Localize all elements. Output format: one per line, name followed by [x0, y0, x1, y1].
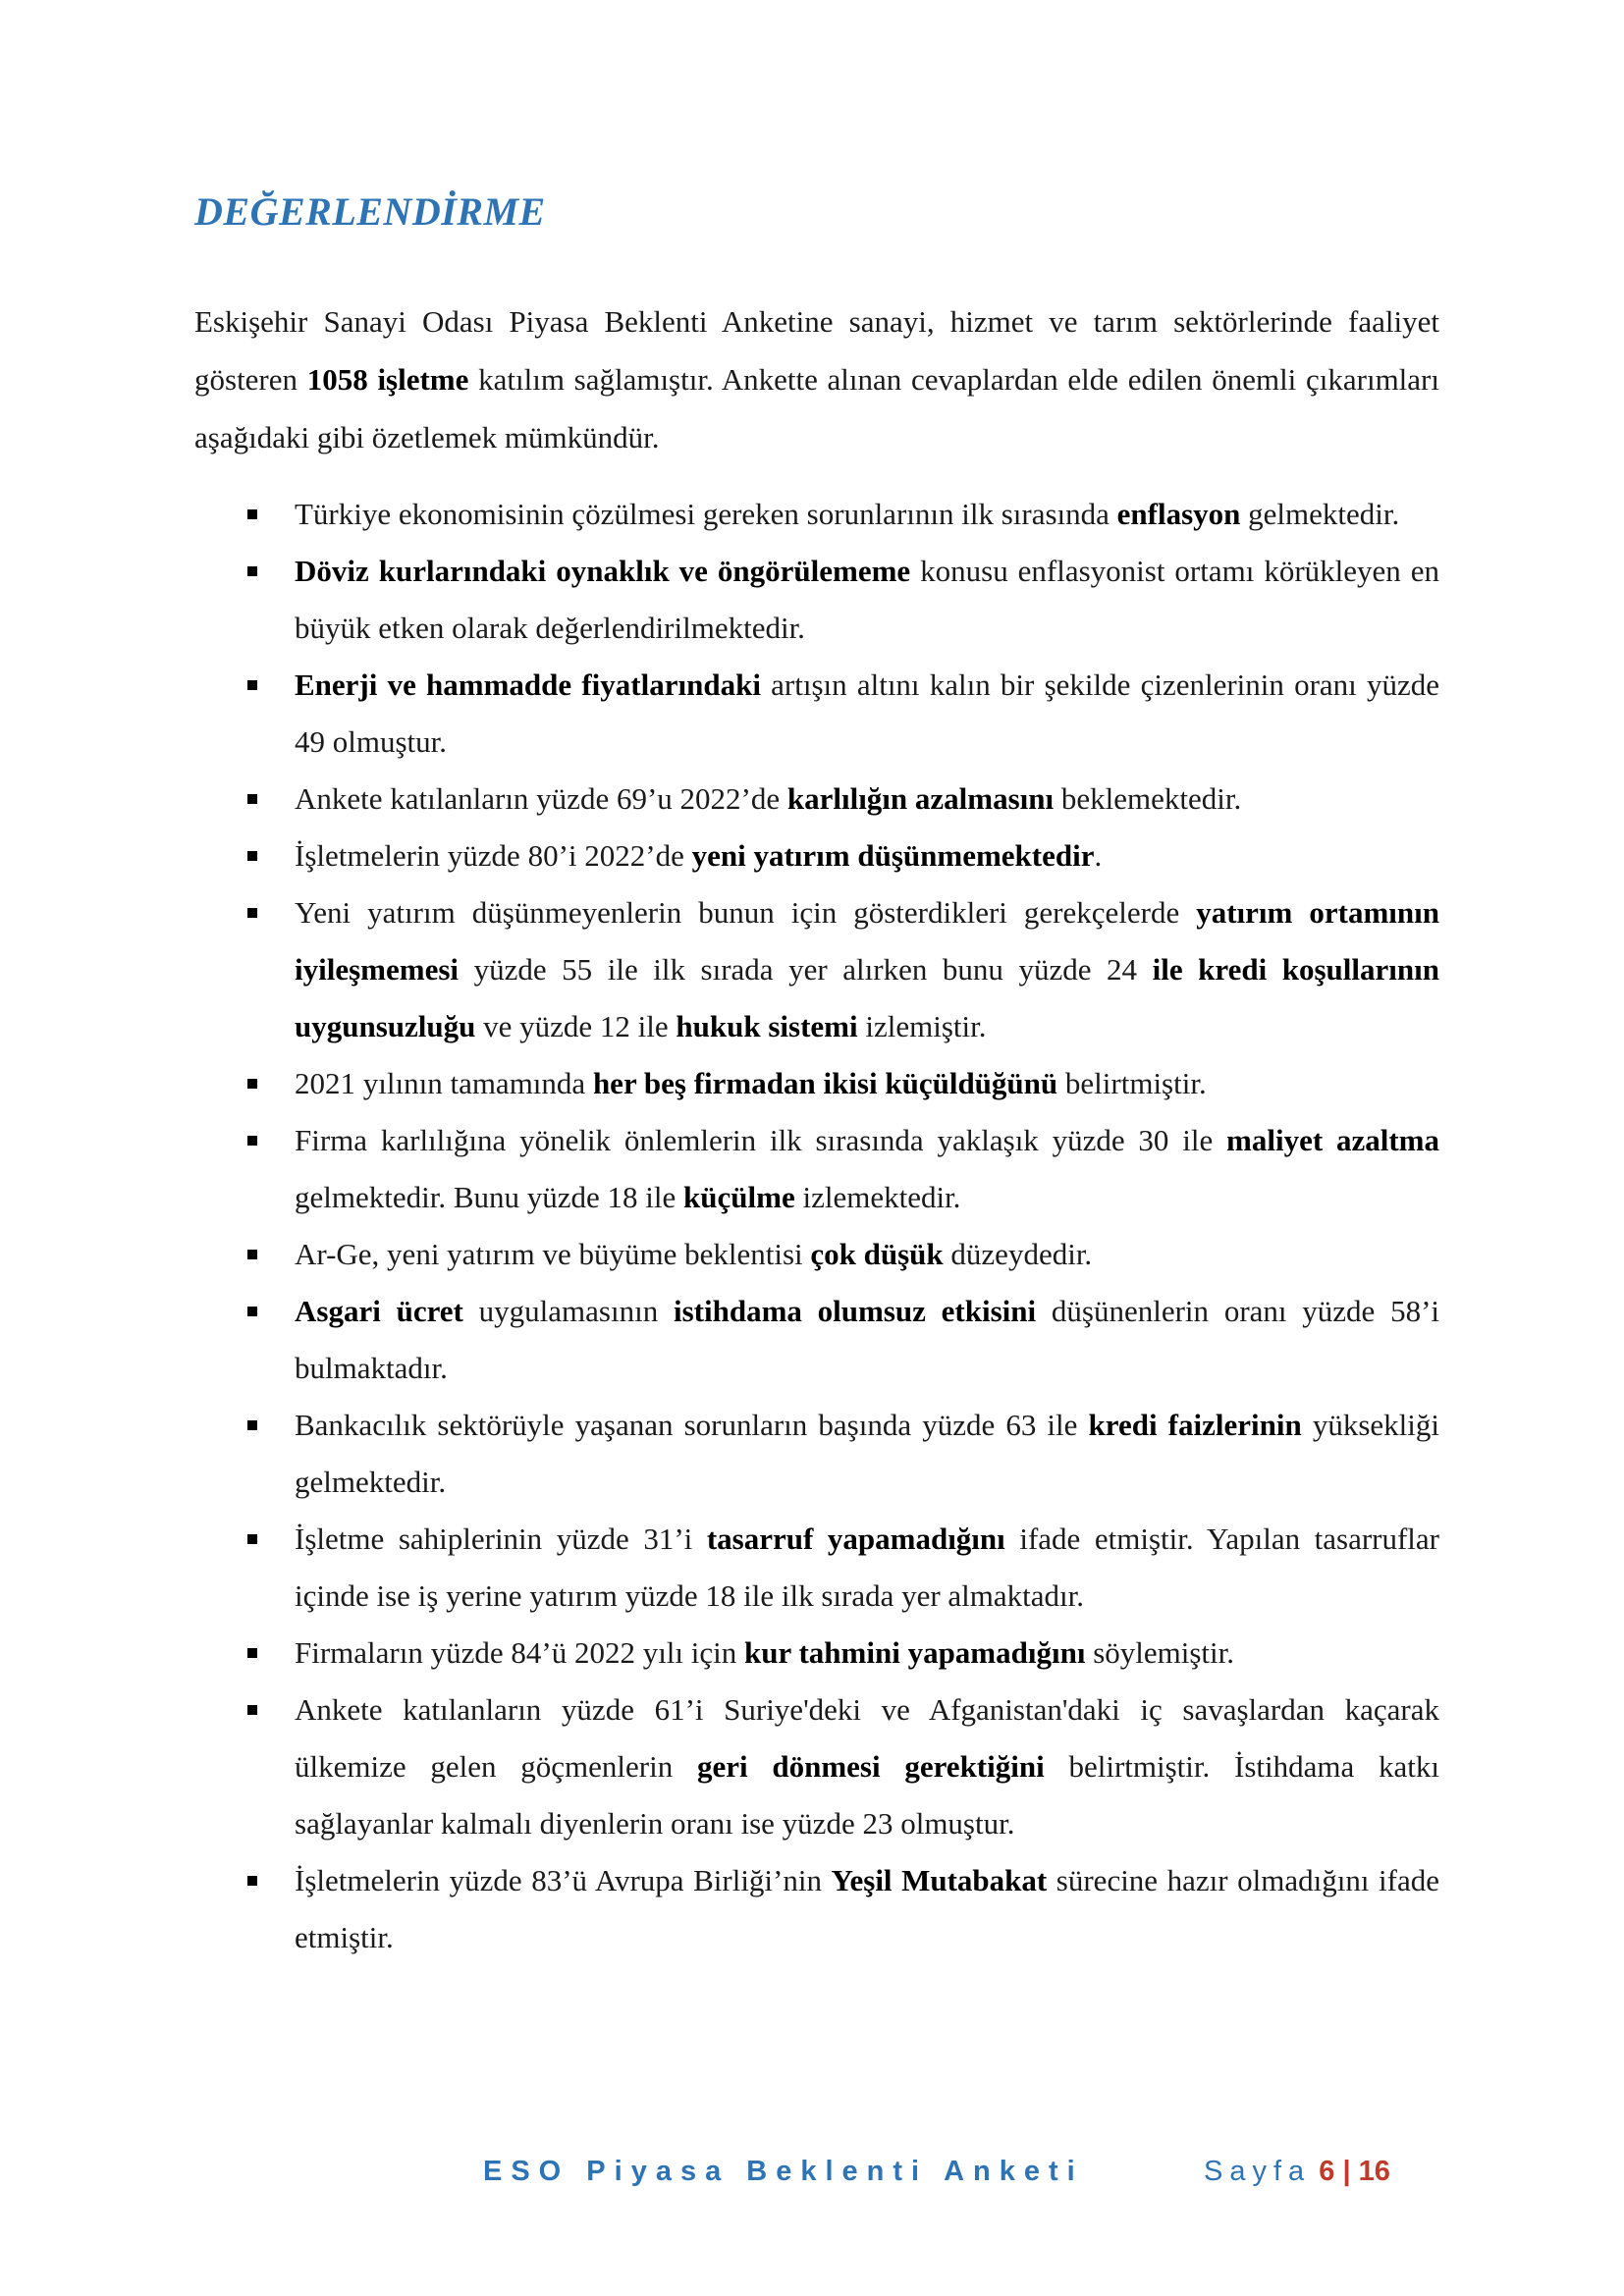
text-run: uygulamasının — [462, 1294, 674, 1328]
bold-text: Enerji ve hammadde fiyatlarındaki — [295, 667, 761, 702]
list-item — [194, 828, 1439, 884]
intro-paragraph — [194, 293, 1439, 466]
text-run: düşünenlerin oranı yüzde 58’i bulmaktadır. — [295, 1294, 1440, 1385]
text-run: Ankete katılanların yüzde 69’u 2022’de — [295, 781, 787, 816]
text-run: İşletme sahiplerinin yüzde 31’i — [295, 1522, 707, 1556]
square-bullet-icon — [247, 851, 257, 861]
text-run: İşletmelerin yüzde 80’i 2022’de — [295, 838, 692, 873]
square-bullet-icon — [247, 1250, 257, 1259]
text-run: izlemiştir. — [857, 1009, 987, 1043]
text-run: Eskişehir Sanayi Odası Piyasa Beklenti Anketine sanayi, hizmet ve tarım sektörlerinde faaliyet gösteren — [194, 304, 1439, 397]
text-run: Türkiye ekonomisinin çözülmesi gereken sorunlarının ilk sırasında — [295, 497, 1117, 531]
list-item — [194, 1397, 1439, 1511]
text-run: ve yüzde 12 ile — [475, 1009, 677, 1043]
list-item — [194, 1625, 1439, 1682]
list-item — [194, 1112, 1439, 1226]
bold-text: Döviz kurlarındaki oynaklık ve öngörülememe — [295, 554, 911, 588]
square-bullet-icon — [247, 794, 257, 804]
text-run: Yeni yatırım düşünmeyenlerin bunun için gösterdikleri gerekçelerde — [295, 895, 1197, 930]
bold-text: her beş firmadan ikisi küçüldüğünü — [592, 1066, 1058, 1100]
bold-text: Asgari ücret — [295, 1294, 463, 1328]
text-run: gelmektedir. Bunu yüzde 18 ile — [295, 1180, 684, 1214]
footer-page-number — [1204, 2156, 1390, 2188]
bold-text: çok düşük — [810, 1237, 944, 1271]
bold-text: Yeşil Mutabakat — [831, 1863, 1048, 1897]
text-run: katılım sağlamıştır. Ankette alınan cevaplardan elde edilen önemli çıkarımları aşağıdaki gibi özetlemek mümkündür. — [194, 362, 1439, 454]
square-bullet-icon — [247, 1705, 257, 1715]
list-item — [194, 543, 1439, 657]
text-run: ifade etmiştir. Yapılan tasarruflar içinde ise iş yerine yatırım yüzde 18 ile ilk sırada yer almaktadır. — [295, 1522, 1440, 1613]
list-item — [194, 1283, 1439, 1397]
text-run: Firma karlılığına yönelik önlemlerin ilk sırasında yaklaşık yüzde 30 ile — [295, 1123, 1227, 1157]
text-run: düzeydedir. — [943, 1237, 1093, 1271]
footer-page-word: Sayfa — [1204, 2156, 1312, 2187]
list-item — [194, 1682, 1439, 1852]
text-run: izlemektedir. — [794, 1180, 961, 1214]
bold-text: kur tahmini yapamadığını — [744, 1635, 1086, 1670]
text-run: Ar-Ge, yeni yatırım ve büyüme beklentisi — [295, 1237, 811, 1271]
square-bullet-icon — [247, 1534, 257, 1544]
section-heading: DEĞERLENDİRME — [194, 189, 546, 234]
text-run: beklemektedir. — [1054, 781, 1242, 816]
list-item — [194, 486, 1439, 543]
list-item — [194, 1852, 1439, 1966]
text-run: Bankacılık sektörüyle yaşanan sorunların başında yüzde 63 ile — [295, 1408, 1089, 1442]
bold-text: kredi faizlerinin — [1088, 1408, 1302, 1442]
square-bullet-icon — [247, 1876, 257, 1886]
list-item — [194, 771, 1439, 828]
bold-text: maliyet azaltma — [1226, 1123, 1440, 1157]
bold-text: 1058 işletme — [306, 362, 469, 397]
text-run: sürecine hazır olmadığını ifade etmiştir. — [295, 1863, 1439, 1954]
text-run: yüksekliği gelmektedir. — [295, 1408, 1439, 1499]
square-bullet-icon — [247, 680, 257, 690]
footer-title: ESO Piyasa Beklenti Anketi — [483, 2156, 1084, 2187]
text-run: belirtmiştir. İstihdama katkı sağlayanlar kalmalı diyenlerin oranı ise yüzde 23 olmuştur. — [295, 1749, 1440, 1841]
square-bullet-icon — [247, 1079, 257, 1089]
bold-text: karlılığın azalmasını — [786, 781, 1055, 816]
list-item — [194, 1055, 1439, 1112]
findings-list — [194, 486, 1439, 1966]
text-run: belirtmiştir. — [1057, 1066, 1207, 1100]
text-run: söylemiştir. — [1085, 1635, 1235, 1670]
text-run: . — [1094, 838, 1103, 873]
text-run: yüzde 55 ile ilk sırada yer alırken bunu yüzde 24 — [459, 952, 1153, 987]
text-run: artışın altını kalın bir şekilde çizenlerinin oranı yüzde 49 olmuştur. — [295, 667, 1440, 759]
bold-text: geri dönmesi gerektiğini — [696, 1749, 1045, 1784]
text-run: konusu enflasyonist ortamı körükleyen en büyük etken olarak değerlendirilmektedir. — [295, 554, 1439, 645]
footer-page-current: 6 — [1319, 2156, 1335, 2187]
footer-page-separator: | — [1342, 2156, 1351, 2187]
square-bullet-icon — [247, 1136, 257, 1146]
square-bullet-icon — [247, 1420, 257, 1430]
square-bullet-icon — [247, 566, 257, 576]
list-item — [194, 884, 1439, 1055]
square-bullet-icon — [247, 908, 257, 918]
list-item — [194, 657, 1439, 771]
square-bullet-icon — [247, 509, 257, 519]
text-run: 2021 yılının tamamında — [295, 1066, 593, 1100]
bold-text: istihdama olumsuz etkisini — [673, 1294, 1037, 1328]
bold-text: enflasyon — [1116, 497, 1241, 531]
square-bullet-icon — [247, 1307, 257, 1316]
text-run: Firmaların yüzde 84’ü 2022 yılı için — [295, 1635, 745, 1670]
bold-text: yatırım ortamının iyileşmemesi — [295, 895, 1439, 987]
text-run: gelmektedir. — [1240, 497, 1400, 531]
square-bullet-icon — [247, 1648, 257, 1658]
bold-text: tasarruf yapamadığını — [706, 1522, 1005, 1556]
text-run: Ankete katılanların yüzde 61’i Suriye'deki ve Afganistan'daki iç savaşlardan kaçarak ülkemize gelen göçmenlerin — [295, 1692, 1439, 1784]
bold-text: hukuk sistemi — [676, 1009, 858, 1043]
list-item — [194, 1511, 1439, 1625]
bold-text: yeni yatırım düşünmemektedir — [691, 838, 1095, 873]
list-item — [194, 1226, 1439, 1283]
bold-text: küçülme — [683, 1180, 795, 1214]
text-run: İşletmelerin yüzde 83’ü Avrupa Birliği’nin — [295, 1863, 832, 1897]
bold-text: ile kredi koşullarının uygunsuzluğu — [295, 952, 1439, 1043]
footer-page-total: 16 — [1358, 2156, 1390, 2187]
